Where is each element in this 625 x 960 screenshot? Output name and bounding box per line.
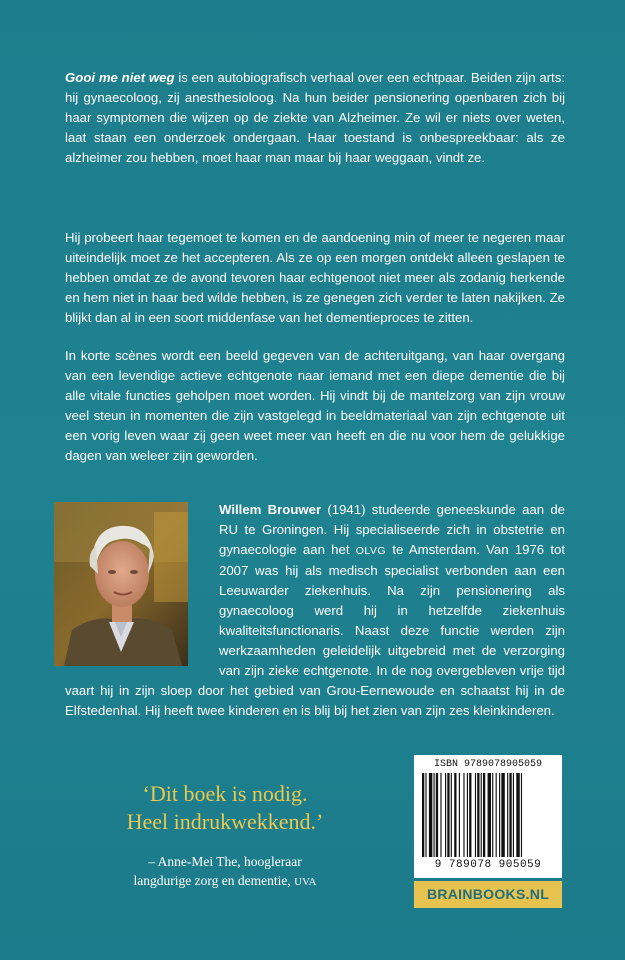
blurb-paragraph-3: In korte scènes wordt een beeld gegeven van de achteruitgang, van haar overgang van een levendige actieve echtgenote naar iemand met een diepe dementie die bij alle vitale functies geholpen moet worden. Hij vindt bij de mantelzorg van zijn vrouw veel steun in momenten die zijn vastgelegd in beeldmateriaal van zijn echtgenote uit een vorig leven waar zij geen weet meer van heeft en die nu voor hem de gelukkige dagen van weleer zijn geworden.: [65, 348, 565, 463]
publisher-label: BRAINBOOKS.NL: [414, 881, 562, 908]
author-bio-olvg: OLVG: [355, 545, 387, 557]
author-bio-text-2: te Amsterdam. Van 1976 tot 2007 was hij als medisch specialist verbonden aan een Leeuwarder ziekenhuis. Na zijn pensionering als gynaecoloog werd hij in hetzelfde ziekenhuis kwaliteitsfunctionaris. Naast deze functie werden zijn werkzaamheden geleidelijk uitgebreid met de verzorging van zijn zieke echtgenote. In de nog overgebleven vrije tijd vaart hij in zijn sloep door het gebied van Grou-Eernewoude en schaatst hij in de Elfstedenhal. Hij heeft twee kinderen en is blij bij het zien van zijn zes kleinkinderen.: [65, 542, 565, 718]
barcode-bar: [501, 773, 504, 857]
barcode-bar: [521, 773, 522, 857]
blurb-paragraph-1-text: is een autobiografisch verhaal over een echtpaar. Beiden zijn arts: hij gynaecoloog, zij anesthesioloog. Na hun beider pensionering openbaren zich bij haar symptomen die wijzen op de ziekte van Alzheimer. Ze wil er niets over weten, laat staan een onderzoek ondergaan. Haar toestand is onbespreekbaar: als ze alzheimer zou hebben, moet haar man maar bij haar weggaan, vindt ze.: [65, 70, 565, 165]
barcode-bar: [499, 773, 500, 857]
barcode-bar: [507, 773, 508, 857]
barcode-bar: [496, 773, 497, 857]
book-title: Gooi me niet weg: [65, 70, 175, 85]
quote-line-1: ‘Dit boek is nodig.: [142, 781, 308, 806]
barcode-bar: [481, 773, 482, 857]
barcode-bar: [425, 773, 426, 857]
author-bio: [65, 500, 565, 721]
barcode-bar: [436, 773, 438, 857]
barcode-bar: [447, 773, 449, 857]
blurb-paragraph-2: Hij probeert haar tegemoet te komen en de aandoening min of meer te negeren maar uiteindelijk moet ze het accepteren. Als ze op een morgen ontdekt alleen geslapen te hebben omdat ze de avond tevoren haar echtgenoot niet meer als zodanig herkende en hem niet in haar bed wilde hebben, is ze genegen zich verder te laten nakijken. Ze blijkt dan al in een soort middenfase van het dementieproces te zitten.: [65, 230, 565, 325]
barcode-bar: [469, 773, 471, 857]
barcode-bar: [483, 773, 485, 857]
barcode-bar: [492, 773, 493, 857]
isbn-label: ISBN 9789078905059: [433, 759, 543, 770]
barcode-bar: [516, 773, 519, 857]
quote-attribution-uva: UVA: [294, 876, 317, 888]
barcode-bar: [422, 773, 424, 857]
quote-attribution-2: langdurige zorg en dementie, UVA: [133, 873, 317, 888]
barcode-bar: [454, 773, 456, 857]
barcode-bar: [451, 773, 452, 857]
author-name: Willem Brouwer: [219, 502, 322, 517]
barcode-bars: [422, 773, 554, 857]
blurb-paragraph-1: [65, 68, 565, 168]
barcode-bar: [429, 773, 432, 857]
barcode-bar: [477, 773, 479, 857]
quote-line-2: Heel indrukwekkend.’: [126, 809, 324, 834]
barcode: [414, 755, 562, 878]
barcode-bar: [445, 773, 446, 857]
barcode-bar: [459, 773, 460, 857]
barcode-bar: [475, 773, 476, 857]
barcode-bar: [434, 773, 435, 857]
quote-attribution-1: – Anne-Mei The, hoogleraar: [148, 854, 302, 869]
barcode-bar: [509, 773, 511, 857]
author-bio-text-1: (1941) studeerde geneeskunde aan de RU te Groningen. Hij specialiseerde zich in obstetrie en gynaecologie aan het: [219, 502, 565, 557]
barcode-digits: 9 789078 905059: [434, 859, 542, 871]
barcode-bar: [463, 773, 464, 857]
barcode-bar: [440, 773, 441, 857]
barcode-bar: [467, 773, 468, 857]
barcode-bar: [488, 773, 491, 857]
barcode-bar: [513, 773, 514, 857]
